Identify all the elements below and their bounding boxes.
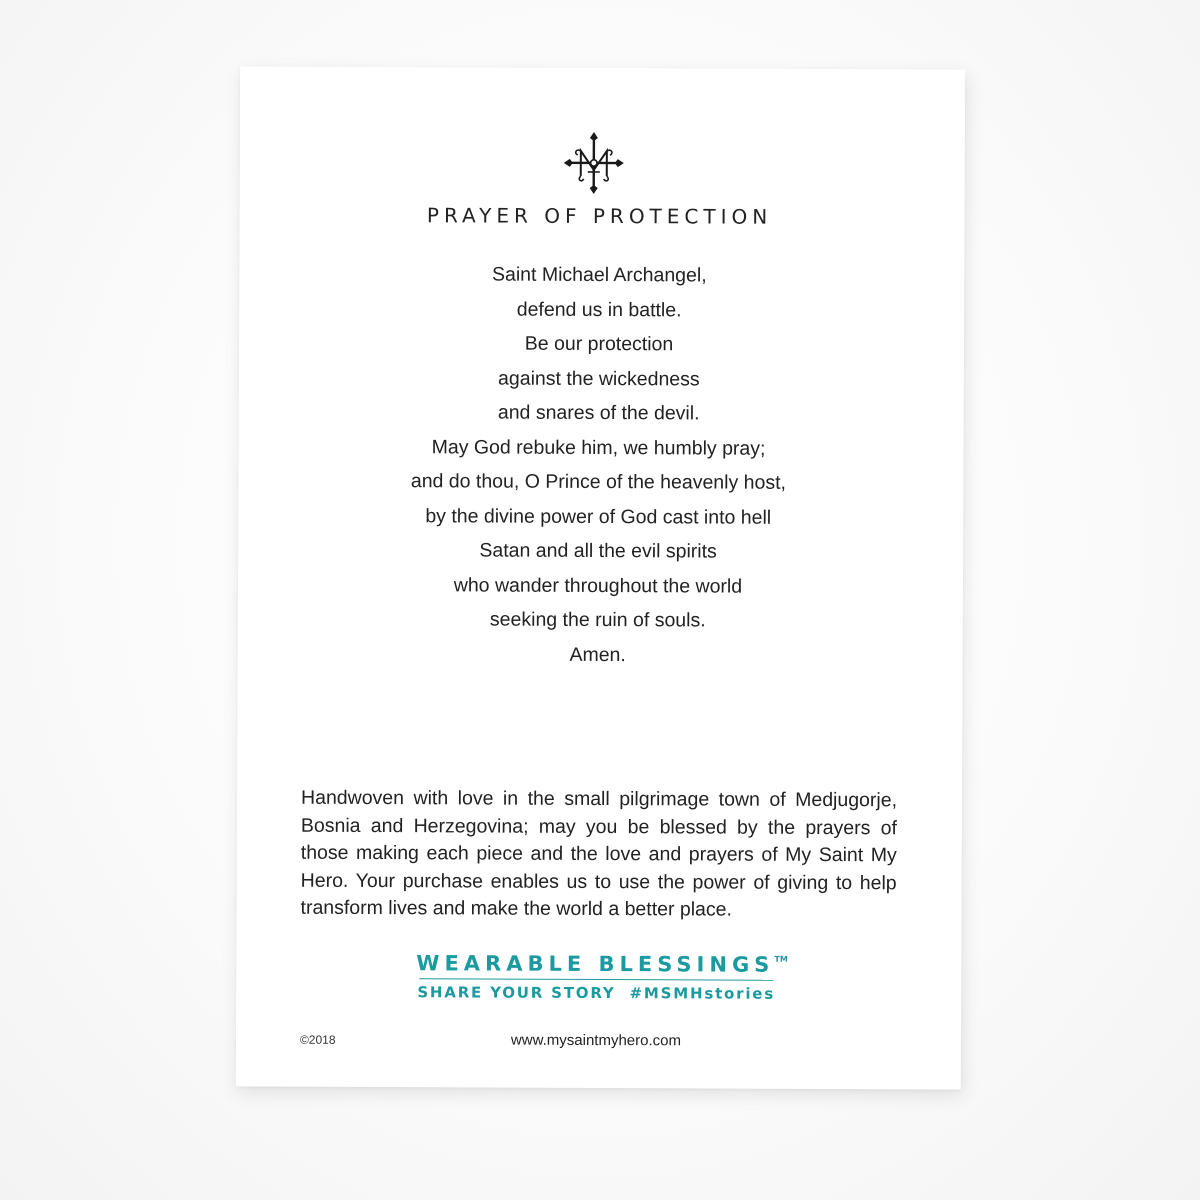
prayer-title: PRAYER OF PROTECTION — [426, 203, 773, 229]
brand-divider — [419, 978, 773, 981]
trademark-mark: TM — [774, 954, 788, 964]
prayer-line: against the wickedness — [498, 367, 700, 390]
prayer-text — [238, 256, 960, 673]
prayer-line: Satan and all the evil spirits — [479, 539, 717, 563]
prayer-line: Amen. — [569, 643, 626, 666]
copyright-notice: ©2018 — [299, 1032, 336, 1047]
prayer-line: May God rebuke him, we humbly pray; — [431, 435, 766, 460]
prayer-line: and do thou, O Prince of the heavenly host, — [410, 470, 787, 494]
prayer-line: defend us in battle. — [516, 298, 682, 321]
prayer-line: Saint Michael Archangel, — [491, 263, 707, 287]
prayer-line: Be our protection — [524, 332, 674, 356]
brand-name-text: WEARABLE BLESSINGS — [416, 951, 775, 977]
prayer-card — [236, 66, 965, 1089]
brand-tagline: SHARE YOUR STORY #MSMHstories — [417, 983, 776, 1003]
product-description: Handwoven with love in the small pilgrimage town of Medjugorje, Bosnia and Herzegovina; may you be blessed by the prayers of those making each piece and the love and prayers of My Saint My Hero. Your purchase enables us to use the power of giving to help transform lives and make the world a better place. — [300, 786, 898, 921]
prayer-line: seeking the ruin of souls. — [489, 608, 706, 632]
prayer-line: and snares of the devil. — [497, 401, 700, 425]
prayer-line: by the divine power of God cast into hell — [425, 504, 772, 529]
brand-name — [416, 951, 788, 977]
website-url: www.mysaintmyhero.com — [510, 1031, 682, 1050]
prayer-line: who wander throughout the world — [453, 573, 743, 598]
auspice-maria-cross-icon — [564, 132, 624, 194]
brand-block — [416, 951, 788, 1003]
